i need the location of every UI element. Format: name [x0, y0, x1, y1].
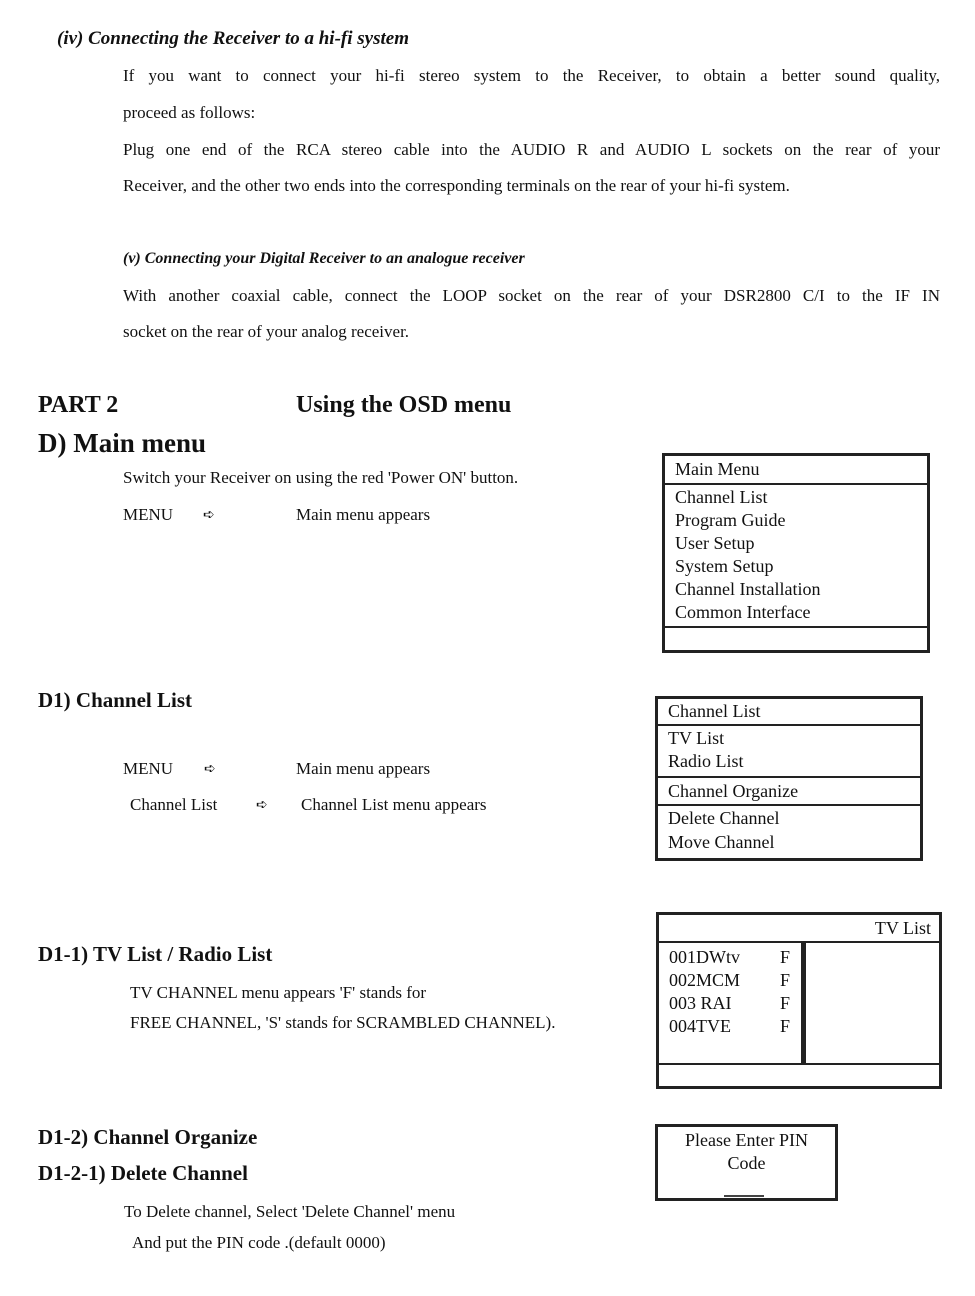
arrow-icon: ➪	[204, 762, 216, 777]
tv-list-channel-name[interactable]: 004TVE	[669, 1016, 731, 1036]
section-iv-line-4: Receiver, and the other two ends into the corresponding terminals on the rear of your hi-fi system.	[123, 176, 790, 195]
delete-channel-line-2: And put the PIN code .(default 0000)	[132, 1233, 386, 1252]
part-title: Using the OSD menu	[296, 392, 512, 418]
tv-list-channel-flag: F	[780, 993, 791, 1013]
main-menu-item-channel-list[interactable]: Channel List	[675, 487, 768, 507]
main-menu-item-user-setup[interactable]: User Setup	[675, 533, 755, 553]
part-label: PART 2	[38, 392, 119, 418]
channel-list-item-delete-channel[interactable]: Delete Channel	[668, 808, 780, 828]
channel-list-item-radio-list[interactable]: Radio List	[668, 751, 744, 771]
tv-list-channel-name[interactable]: 001DWtv	[669, 947, 740, 967]
channel-list-item-move-channel[interactable]: Move Channel	[668, 832, 775, 852]
delete-channel-line-1: To Delete channel, Select 'Delete Channel' menu	[124, 1202, 456, 1221]
main-menu-item-channel-installation[interactable]: Channel Installation	[675, 579, 821, 599]
main-menu-osd-box	[662, 453, 930, 653]
tv-list-channel-name[interactable]: 003 RAI	[669, 993, 732, 1013]
delete-channel-heading: D1-2-1) Delete Channel	[38, 1161, 248, 1185]
channel-list-step1-key: MENU	[123, 759, 174, 778]
main-menu-line-1: Switch your Receiver on using the red 'Power ON' button.	[123, 468, 519, 487]
channel-list-item-tv-list[interactable]: TV List	[668, 728, 725, 748]
section-v-line-2: socket on the rear of your analog receiver.	[123, 322, 410, 341]
pin-prompt-line-2: Code	[727, 1153, 766, 1173]
tv-list-line-2: FREE CHANNEL, 'S' stands for SCRAMBLED CHANNEL).	[130, 1013, 556, 1032]
channel-list-osd-title: Channel List	[668, 701, 761, 721]
channel-list-step2-key: Channel List	[130, 795, 218, 814]
pin-entry-box	[655, 1124, 838, 1201]
section-v-line-1: With another coaxial cable, connect the LOOP socket on the rear of your DSR2800 C/I to the IF IN	[123, 286, 940, 305]
tv-list-channel-flag: F	[780, 947, 791, 967]
pin-prompt-line-1: Please Enter PIN	[685, 1130, 808, 1150]
main-menu-item-system-setup[interactable]: System Setup	[675, 556, 774, 576]
channel-list-step2-result: Channel List menu appears	[301, 795, 487, 814]
section-iv-line-1: If you want to connect your hi-fi stereo system to the Receiver, to obtain a better sound quality,	[123, 66, 940, 85]
channel-list-step1-result: Main menu appears	[296, 759, 431, 778]
section-iv-line-2: proceed as follows:	[123, 103, 256, 122]
pin-input-field[interactable]	[724, 1195, 764, 1197]
main-menu-key: MENU	[123, 505, 174, 524]
tv-list-heading: D1-1) TV List / Radio List	[38, 942, 273, 966]
arrow-icon: ➪	[203, 508, 215, 523]
tv-list-osd-title: TV List	[874, 918, 931, 938]
main-menu-result: Main menu appears	[296, 505, 431, 524]
channel-list-item-channel-organize[interactable]: Channel Organize	[668, 781, 799, 801]
channel-organize-heading: D1-2) Channel Organize	[38, 1125, 258, 1149]
section-v-title: (v) Connecting your Digital Receiver to an analogue receiver	[123, 250, 525, 267]
main-menu-item-common-interface[interactable]: Common Interface	[675, 602, 811, 622]
tv-list-line-1: TV CHANNEL menu appears 'F' stands for	[130, 983, 427, 1002]
tv-list-channel-name[interactable]: 002MCM	[669, 970, 741, 990]
main-menu-item-program-guide[interactable]: Program Guide	[675, 510, 786, 530]
channel-list-osd-box	[655, 696, 923, 861]
tv-list-osd-box	[656, 912, 942, 1089]
main-menu-heading: D) Main menu	[38, 428, 206, 458]
tv-list-channel-flag: F	[780, 970, 791, 990]
arrow-icon: ➪	[256, 798, 268, 813]
tv-list-channel-flag: F	[780, 1016, 791, 1036]
channel-list-heading: D1) Channel List	[38, 688, 193, 712]
section-iv-line-3: Plug one end of the RCA stereo cable into the AUDIO R and AUDIO L sockets on the rear of your	[123, 140, 940, 159]
section-iv-title: (iv) Connecting the Receiver to a hi-fi system	[57, 28, 409, 49]
main-menu-osd-title: Main Menu	[675, 459, 760, 479]
